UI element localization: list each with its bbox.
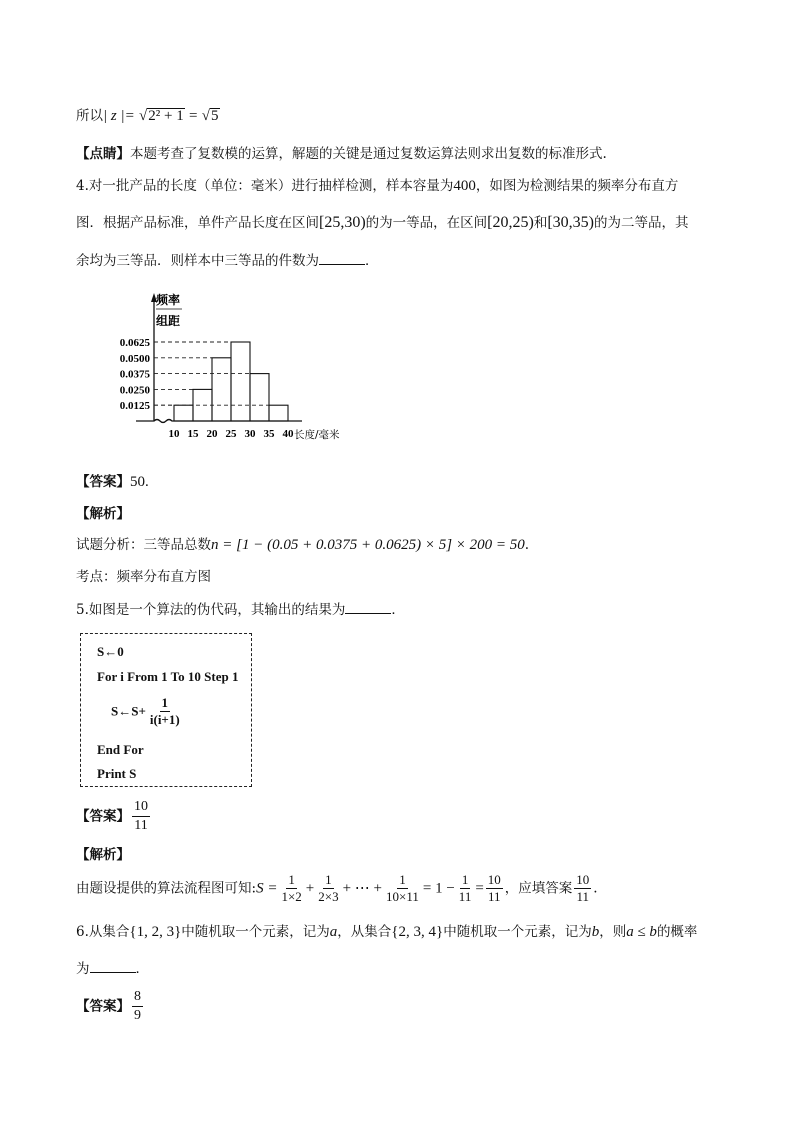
frac-den: 1×2: [281, 889, 302, 904]
dianjing-note: [76, 144, 607, 164]
q5-text: 5.如图是一个算法的伪代码，其输出的结果为: [76, 602, 346, 618]
q6-text-e: ，则: [599, 924, 627, 940]
code-frac-den: i(i+1): [149, 712, 180, 727]
math-radicand-1: 2² + 1: [148, 108, 184, 124]
x-axis-label: 长度/毫米: [294, 429, 340, 441]
histogram-bar: [212, 358, 231, 421]
answer-den: 11: [134, 818, 148, 833]
modulus-line: 所以| z |= √2² + 1 = √5: [76, 108, 219, 124]
answer-num: 10: [132, 799, 150, 817]
q4-text-end: ．: [365, 253, 379, 269]
frac-den: 11: [488, 889, 501, 904]
code-assign: S←S+: [111, 703, 146, 719]
answer-blank: [319, 252, 365, 265]
q4-text-e: 和: [533, 215, 548, 231]
frac-den: 11: [458, 889, 472, 904]
note-tag: 【点睛】: [76, 146, 130, 162]
q4-text-c: 图．根据产品标准，单件产品长度在区间: [76, 215, 319, 231]
sol5-s: S =: [256, 880, 278, 897]
analysis-tag: 【解析】: [76, 847, 130, 863]
q5-end: ．: [391, 602, 405, 618]
code-frac-num: 1: [161, 695, 169, 710]
sol5-mid: ，应填答案: [504, 880, 573, 897]
x-tick-label: 35: [263, 428, 275, 440]
solution-formula: n = [1 − (0.05 + 0.0375 + 0.0625) × 5] × 200 = 50: [211, 537, 525, 553]
q4-answer: [76, 472, 149, 492]
q6-text-b: 中随机取一个元素，记为: [181, 924, 330, 940]
q6-text-g: 为: [76, 961, 90, 977]
y-tick-label: 0.0625: [119, 337, 150, 349]
var-b: b: [591, 924, 600, 940]
var-a: a: [329, 924, 338, 940]
knowledge-point: 考点：频率分布直方图: [76, 569, 211, 585]
q4-sample-size: 400: [453, 178, 476, 194]
q4-text-b: ，如图为检测结果的频率分布直方: [475, 178, 679, 194]
set-2: {2, 3, 4}: [391, 924, 444, 940]
answer-tag: 【答案】: [76, 474, 130, 490]
q4-text-g: 余均为三等品．则样本中三等品的件数为: [76, 253, 319, 269]
frac-num: 1: [288, 872, 295, 887]
histogram-bar: [174, 405, 193, 421]
frequency-histogram: [82, 290, 342, 450]
answer-den: 9: [134, 1008, 141, 1023]
q4-solution: [76, 535, 529, 555]
q4-line-1: [76, 176, 678, 196]
q5-answer: [76, 798, 152, 835]
frac-den: 11: [576, 889, 590, 904]
histogram-bar: [250, 374, 269, 421]
solution-end: .: [524, 537, 530, 553]
set-1: {1, 2, 3}: [129, 924, 182, 940]
pseudocode-box: [80, 633, 252, 787]
sol5-end: .: [593, 880, 598, 897]
y-label-top: 频率: [156, 293, 181, 307]
code-line-4: End For: [97, 742, 144, 757]
math-eq: =: [189, 108, 198, 124]
math-radicand-2: 5: [211, 108, 219, 124]
answer-tag: 【答案】: [76, 998, 130, 1015]
q6-text-a: 6.从集合: [76, 924, 130, 940]
q6-text-c: ，从集合: [337, 924, 392, 940]
q4-text-a: 4.对一批产品的长度（单位：毫米）进行抽样检测，样本容量为: [76, 178, 454, 194]
analysis-tag: 【解析】: [76, 506, 130, 522]
answer-blank: [90, 960, 136, 973]
math-lhs: | z |=: [103, 108, 135, 124]
note-text: 本题考查了复数模的运算，解题的关键是通过复数运算法则求出复数的标准形式.: [130, 146, 607, 162]
x-tick-label: 30: [244, 428, 256, 440]
x-tick-label: 15: [187, 428, 199, 440]
q6-text-f: 的概率: [656, 924, 698, 940]
q4-interval-3: [30,35): [547, 214, 594, 231]
text-prefix: 所以: [76, 108, 103, 124]
frac-den: 2×3: [318, 889, 339, 904]
histogram-bar: [231, 342, 250, 421]
frac-num: 1: [399, 872, 406, 887]
q6-text-d: 中随机取一个元素，记为: [443, 924, 592, 940]
x-tick-label: 10: [168, 428, 180, 440]
q4-interval-2: [20,25): [487, 214, 534, 231]
frac-num: 1: [461, 872, 469, 887]
y-tick-label: 0.0500: [119, 352, 150, 365]
q4-text-f: 的为二等品，其: [593, 215, 689, 231]
y-tick-label: 0.0375: [119, 368, 150, 381]
histogram-bar: [269, 405, 288, 421]
answer-tag: 【答案】: [76, 808, 130, 825]
plus: +: [305, 880, 315, 897]
dots: + ⋯ +: [342, 880, 383, 897]
y-tick-label: 0.0250: [119, 384, 150, 397]
condition: a ≤ b: [626, 924, 657, 940]
q6-end: ．: [135, 961, 149, 977]
q4-line-2: [76, 213, 688, 233]
histogram-bar: [193, 389, 212, 421]
eq: = 1 −: [422, 880, 455, 897]
answer-value: 50.: [130, 474, 149, 490]
q6-answer: [76, 988, 145, 1025]
q5-solution: [76, 868, 598, 909]
frac-num: 1: [325, 872, 332, 887]
frac-num: 10: [576, 872, 590, 887]
answer-blank: [345, 601, 391, 614]
q4-interval-1: [25,30): [319, 214, 366, 231]
y-tick-label: 0.0125: [119, 400, 150, 413]
q4-line-3: [76, 251, 379, 271]
y-label-bottom: 组距: [156, 314, 181, 328]
x-tick-label: 20: [206, 428, 218, 440]
eq: =: [475, 880, 484, 897]
x-tick-label: 25: [225, 428, 237, 440]
sol5-prefix: 由题设提供的算法流程图可知:: [76, 880, 257, 897]
code-line-1: S←0: [97, 644, 124, 659]
code-line-5: Print S: [97, 766, 137, 781]
q6-line-1: [76, 922, 697, 942]
frac-den: 10×11: [386, 889, 419, 904]
code-line-2: For i From 1 To 10 Step 1: [97, 669, 239, 684]
answer-num: 8: [132, 989, 143, 1007]
code-line-3: [111, 696, 184, 727]
x-tick-label: 40: [282, 428, 294, 440]
solution-prefix: 试题分析：三等品总数: [76, 537, 211, 553]
q4-text-d: 的为一等品，在区间: [365, 215, 488, 231]
frac-num: 10: [487, 872, 501, 887]
q6-line-2: [76, 959, 149, 979]
q5-stem: [76, 600, 405, 620]
